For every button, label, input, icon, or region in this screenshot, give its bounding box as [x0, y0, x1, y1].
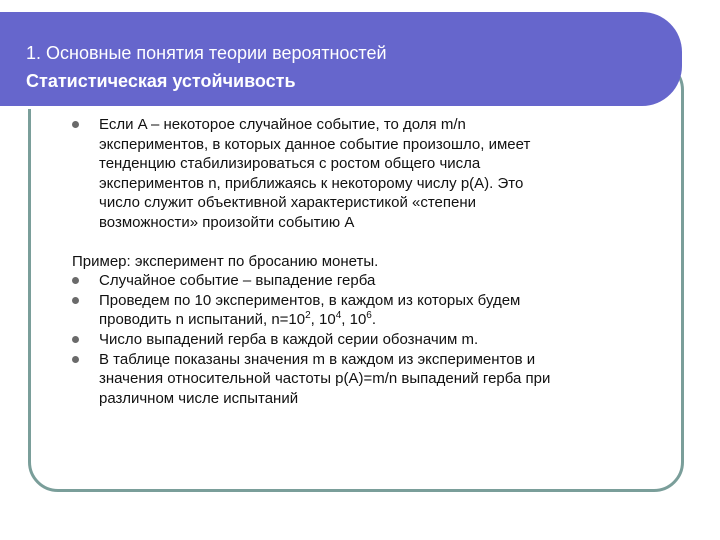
separator: , 10 — [310, 311, 336, 329]
definition-line: возможности» произойти событию A — [99, 213, 355, 231]
definition-line: число служит объективной характеристикой «степени — [99, 194, 477, 212]
example-bullet-experiments — [72, 291, 672, 330]
table-line: различном числе испытаний — [99, 389, 299, 407]
definition-line: экспериментов, в которых данное событие произошло, имеет — [99, 135, 531, 153]
slide-title: 1. Основные понятия теории вероятностей — [26, 43, 387, 63]
bullet-icon — [72, 121, 79, 128]
exponent: 4 — [335, 310, 342, 322]
experiments-suffix: . — [371, 311, 377, 329]
definition-bullet — [72, 115, 672, 233]
experiments-line-powers — [99, 310, 672, 330]
exponent: 2 — [305, 310, 311, 322]
title-banner — [0, 12, 682, 106]
example-intro: Пример: эксперимент по бросанию монеты. — [72, 252, 379, 270]
experiments-prefix: проводить n испытаний, n=10 — [99, 311, 306, 329]
definition-line: Если A – некоторое случайное событие, то доля m/n — [99, 116, 466, 133]
separator: , 10 — [341, 311, 367, 329]
title-underline — [0, 106, 636, 109]
experiments-line: Проведем по 10 экспериментов, в каждом из которых будем — [99, 291, 521, 309]
definition-line: тенденцию стабилизироваться с ростом общего числа — [99, 155, 481, 173]
bullet-icon — [72, 277, 79, 284]
bullet-icon — [72, 297, 79, 304]
example-bullet-event — [72, 271, 672, 291]
definition-line: экспериментов n, приближаясь к некоторому числу p(A). Это — [99, 174, 524, 192]
table-line: В таблице показаны значения m в каждом из экспериментов и — [99, 350, 536, 368]
slide-body — [72, 115, 672, 408]
exponent: 6 — [366, 310, 372, 322]
example-bullet-count — [72, 330, 672, 350]
table-line: значения относительной частоты p(A)=m/n выпадений герба при — [99, 370, 551, 388]
count-text: Число выпадений герба в каждой серии обозначим m. — [99, 330, 479, 348]
bullet-icon — [72, 336, 79, 343]
slide-subtitle: Статистическая устойчивость — [26, 71, 296, 91]
example-event-text: Случайное событие – выпадение герба — [99, 272, 376, 290]
bullet-icon — [72, 356, 79, 363]
example-bullet-table — [72, 350, 672, 409]
